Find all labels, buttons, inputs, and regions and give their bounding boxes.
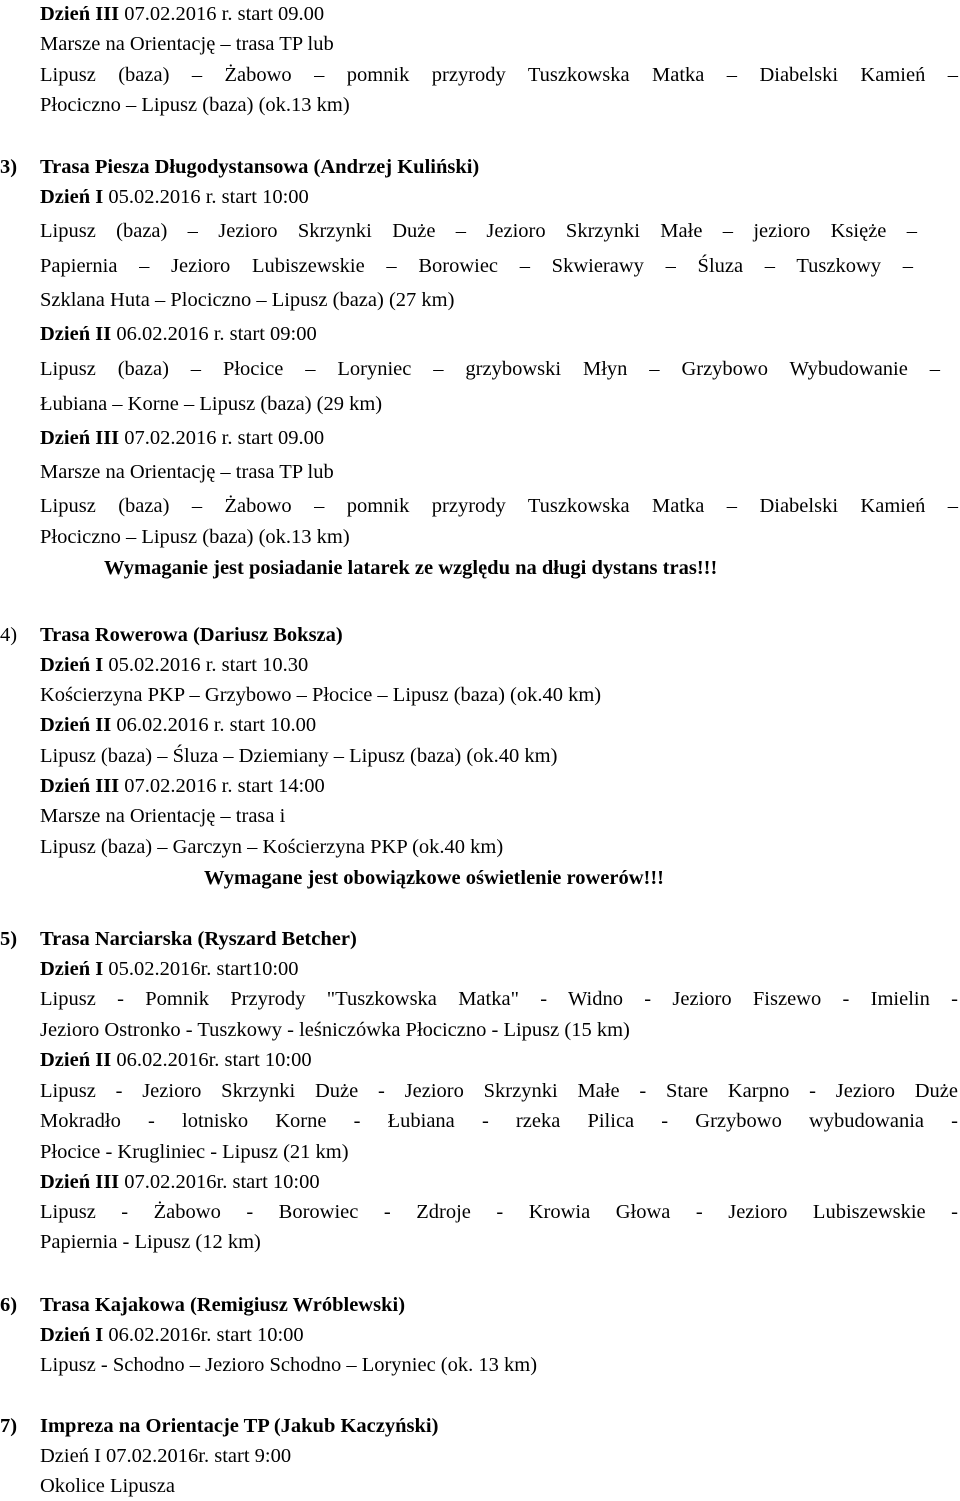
route-text — [40, 62, 958, 88]
route-text: Szklana Huta – Plociczno – Lipusz (baza) (27 km) — [40, 289, 455, 311]
route-text: Łubiana – Korne – Lipusz (baza) (29 km) — [40, 393, 383, 415]
route-text: Marsze na Orientację – trasa i — [40, 805, 286, 827]
day-date: 07.02.2016 r. start 14:00 — [119, 775, 325, 797]
route-text: Okolice Lipusza — [40, 1475, 175, 1497]
route-text: Marsze na Orientację – trasa TP lub — [40, 33, 334, 55]
day-date: 06.02.2016r. start 10:00 — [103, 1324, 304, 1346]
route-text: Kościerzyna PKP – Grzybowo – Płocice – Lipusz (baza) (ok.40 km) — [40, 684, 602, 706]
route-text — [40, 1108, 958, 1134]
section-number: 4) — [0, 624, 18, 646]
route-text: Jezioro Ostronko - Tuszkowy - leśniczówka Płociczno - Lipusz (15 km) — [40, 1019, 630, 1041]
day-date: 07.02.2016 r. start 09.00 — [119, 3, 325, 25]
day-heading — [40, 1169, 320, 1195]
day-heading — [40, 773, 325, 799]
route-text — [40, 253, 913, 279]
day-heading: Dzień I 07.02.2016r. start 9:00 — [40, 1445, 292, 1467]
day-heading — [40, 652, 308, 678]
route-text-span: Lipusz (baza) – Jezioro Skrzynki Duże – Jezioro Skrzynki Małe – jezioro Księże – — [40, 220, 917, 242]
day-date: 07.02.2016 r. start 09.00 — [119, 427, 325, 449]
day-label: Dzień III — [40, 775, 120, 797]
section-number: 5) — [0, 928, 18, 950]
route-text — [40, 1078, 958, 1104]
day-heading — [40, 712, 316, 738]
section-title: Trasa Piesza Długodystansowa (Andrzej Kuliński) — [40, 156, 480, 178]
route-text: Płocice - Krugliniec - Lipusz (21 km) — [40, 1141, 349, 1163]
day-heading — [40, 321, 317, 347]
day-heading — [40, 425, 324, 451]
route-text-span: Mokradło - lotnisko Korne - Łubiana - rzeka Pilica - Grzybowo wybudowania - — [40, 1110, 958, 1132]
route-text — [40, 356, 940, 382]
route-text — [40, 493, 958, 519]
day-heading — [40, 1322, 304, 1348]
route-text-span: Papiernia – Jezioro Lubiszewskie – Borowiec – Skwierawy – Śluza – Tuszkowy – — [40, 255, 913, 277]
route-text: Lipusz (baza) – Garczyn – Kościerzyna PKP (ok.40 km) — [40, 836, 504, 858]
section-number: 3) — [0, 156, 18, 178]
day-label: Dzień I — [40, 1324, 104, 1346]
section-title: Impreza na Orientacje TP (Jakub Kaczyński) — [40, 1415, 439, 1437]
day-date: 05.02.2016 r. start 10:00 — [103, 186, 309, 208]
route-text — [40, 1199, 958, 1225]
day-label: Dzień III — [40, 3, 120, 25]
route-text-span: Lipusz (baza) – Żabowo – pomnik przyrody Tuszkowska Matka – Diabelski Kamień – — [40, 495, 958, 517]
section-title: Trasa Kajakowa (Remigiusz Wróblewski) — [40, 1294, 406, 1316]
day-label: Dzień I — [40, 958, 104, 980]
section-number: 6) — [0, 1294, 18, 1316]
route-text-span: Lipusz (baza) – Płocice – Loryniec – grzybowski Młyn – Grzybowo Wybudowanie – — [40, 358, 940, 380]
section-number: 7) — [0, 1415, 18, 1437]
day-label: Dzień III — [40, 427, 120, 449]
day-label: Dzień III — [40, 1171, 120, 1193]
route-text: Marsze na Orientację – trasa TP lub — [40, 461, 334, 483]
route-text: Płociczno – Lipusz (baza) (ok.13 km) — [40, 526, 350, 548]
day-date: 06.02.2016 r. start 09:00 — [111, 323, 317, 345]
day-heading — [40, 1047, 312, 1073]
route-text-span: Lipusz - Jezioro Skrzynki Duże - Jezioro Skrzynki Małe - Stare Karpno - Jezioro Duże — [40, 1080, 958, 1102]
route-text: Papiernia - Lipusz (12 km) — [40, 1231, 261, 1253]
day-label: Dzień I — [40, 186, 104, 208]
route-text — [40, 218, 917, 244]
day-heading — [40, 184, 309, 210]
section-title: Trasa Rowerowa (Dariusz Boksza) — [40, 624, 343, 646]
route-text: Lipusz - Schodno – Jezioro Schodno – Loryniec (ok. 13 km) — [40, 1354, 538, 1376]
requirement-note: Wymaganie jest posiadanie latarek ze względu na długi dystans tras!!! — [104, 557, 718, 579]
route-text: Lipusz (baza) – Śluza – Dziemiany – Lipusz (baza) (ok.40 km) — [40, 745, 558, 767]
requirement-note: Wymagane jest obowiązkowe oświetlenie rowerów!!! — [204, 867, 665, 889]
day-heading — [40, 1, 324, 27]
day-date: 06.02.2016r. start 10:00 — [111, 1049, 312, 1071]
day-date: 06.02.2016 r. start 10.00 — [111, 714, 317, 736]
day-heading — [40, 956, 299, 982]
route-text-span: Lipusz (baza) – Żabowo – pomnik przyrody Tuszkowska Matka – Diabelski Kamień – — [40, 64, 958, 86]
day-date: 05.02.2016 r. start 10.30 — [103, 654, 309, 676]
route-text-span: Lipusz - Żabowo - Borowiec - Zdroje - Krowia Głowa - Jezioro Lubiszewskie - — [40, 1201, 958, 1223]
day-label: Dzień II — [40, 714, 112, 736]
section-title: Trasa Narciarska (Ryszard Betcher) — [40, 928, 357, 950]
route-text: Płociczno – Lipusz (baza) (ok.13 km) — [40, 94, 350, 116]
route-text-span: Lipusz - Pomnik Przyrody "Tuszkowska Matka" - Widno - Jezioro Fiszewo - Imielin - — [40, 988, 958, 1010]
day-date: 07.02.2016r. start 10:00 — [119, 1171, 320, 1193]
route-text — [40, 986, 958, 1012]
day-label: Dzień II — [40, 1049, 112, 1071]
day-label: Dzień I — [40, 654, 104, 676]
day-label: Dzień II — [40, 323, 112, 345]
day-date: 05.02.2016r. start10:00 — [103, 958, 299, 980]
